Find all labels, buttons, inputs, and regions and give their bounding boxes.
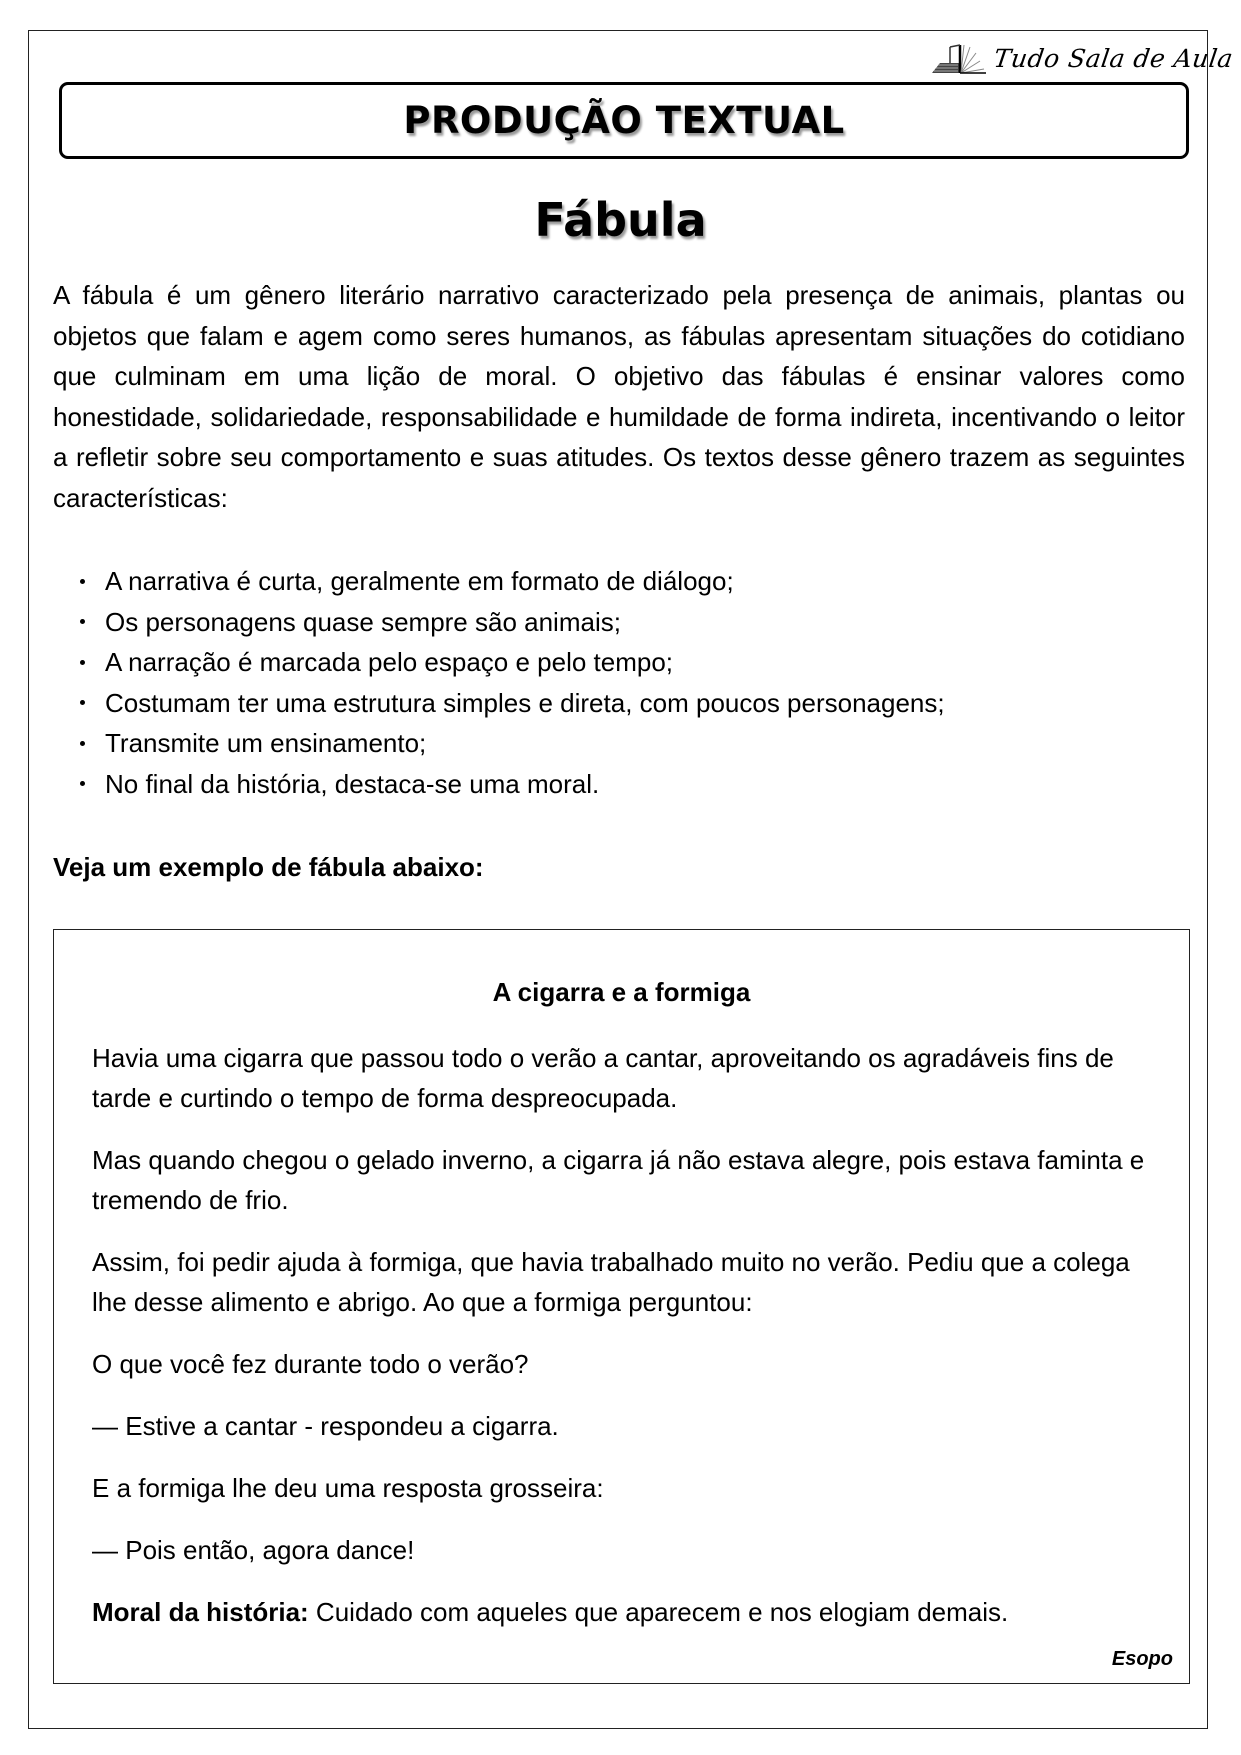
list-item: [78, 602, 945, 643]
story-paragraph: — Pois então, agora dance!: [92, 1535, 415, 1565]
list-item: [78, 764, 945, 805]
story-paragraph: O que você fez durante todo o verão?: [92, 1349, 529, 1379]
list-item-text: A narração é marcada pelo espaço e pelo tempo;: [105, 647, 674, 677]
logo-text: Tudo Sala de Aula: [991, 43, 1236, 73]
list-item-text: A narrativa é curta, geralmente em formato de diálogo;: [105, 566, 734, 596]
page-title: PRODUÇÃO TEXTUAL: [403, 99, 845, 142]
bullet-icon: [80, 700, 85, 705]
story-body: [92, 1038, 1152, 1654]
moral-paragraph: [92, 1592, 1152, 1632]
list-item: [78, 683, 945, 724]
list-item: [78, 723, 945, 764]
bullet-icon: [80, 579, 85, 584]
intro-paragraph: A fábula é um gênero literário narrativo caracterizado pela presença de animais, plantas ou objetos que falam e agem como seres humanos, as fábulas apresentam situações do cotidiano que culminam em uma lição de moral. O objetivo das fábulas é ensinar valores como honestidade, solidariedade, responsabilidade e humildade de forma indireta, incentivando o leitor a refletir sobre seu comportamento e suas atitudes. Os textos desse gênero trazem as seguintes características:: [53, 280, 1185, 513]
story-paragraph: Assim, foi pedir ajuda à formiga, que havia trabalhado muito no verão. Pediu que a colega lhe desse alimento e abrigo. Ao que a formiga perguntou:: [92, 1247, 1130, 1317]
list-item-text: Os personagens quase sempre são animais;: [105, 606, 621, 637]
story-paragraph: Mas quando chegou o gelado inverno, a cigarra já não estava alegre, pois estava faminta e tremendo de frio.: [92, 1145, 1145, 1215]
example-label: Veja um exemplo de fábula abaixo:: [53, 852, 484, 882]
bullet-icon: [80, 619, 85, 624]
section-title: Fábula: [534, 193, 707, 247]
moral-text: Cuidado com aqueles que aparecem e nos elogiam demais.: [308, 1597, 1009, 1627]
bullet-icon: [80, 660, 85, 665]
story-author: Esopo: [1111, 1648, 1173, 1670]
list-item-text: Costumam ter uma estrutura simples e direta, com poucos personagens;: [105, 687, 945, 718]
features-list: [78, 561, 945, 804]
list-item-text: No final da história, destaca-se uma moral.: [105, 768, 600, 799]
story-box: [53, 929, 1190, 1684]
story-paragraph: E a formiga lhe deu uma resposta grosseira:: [92, 1473, 604, 1503]
story-paragraph: — Estive a cantar - respondeu a cigarra.: [92, 1411, 559, 1441]
list-item: [78, 561, 945, 602]
moral-label: Moral da história:: [92, 1597, 309, 1627]
open-book-icon: [930, 41, 988, 75]
site-logo: [930, 38, 1236, 78]
bullet-icon: [80, 781, 85, 786]
bullet-icon: [80, 741, 85, 746]
story-paragraph: Havia uma cigarra que passou todo o verão a cantar, aproveitando os agradáveis fins de tarde e curtindo o tempo de forma despreocupada.: [92, 1043, 1114, 1113]
list-item-text: Transmite um ensinamento;: [105, 728, 427, 758]
story-title: A cigarra e a formiga: [492, 977, 751, 1007]
list-item: [78, 642, 945, 683]
title-box: [59, 82, 1189, 159]
